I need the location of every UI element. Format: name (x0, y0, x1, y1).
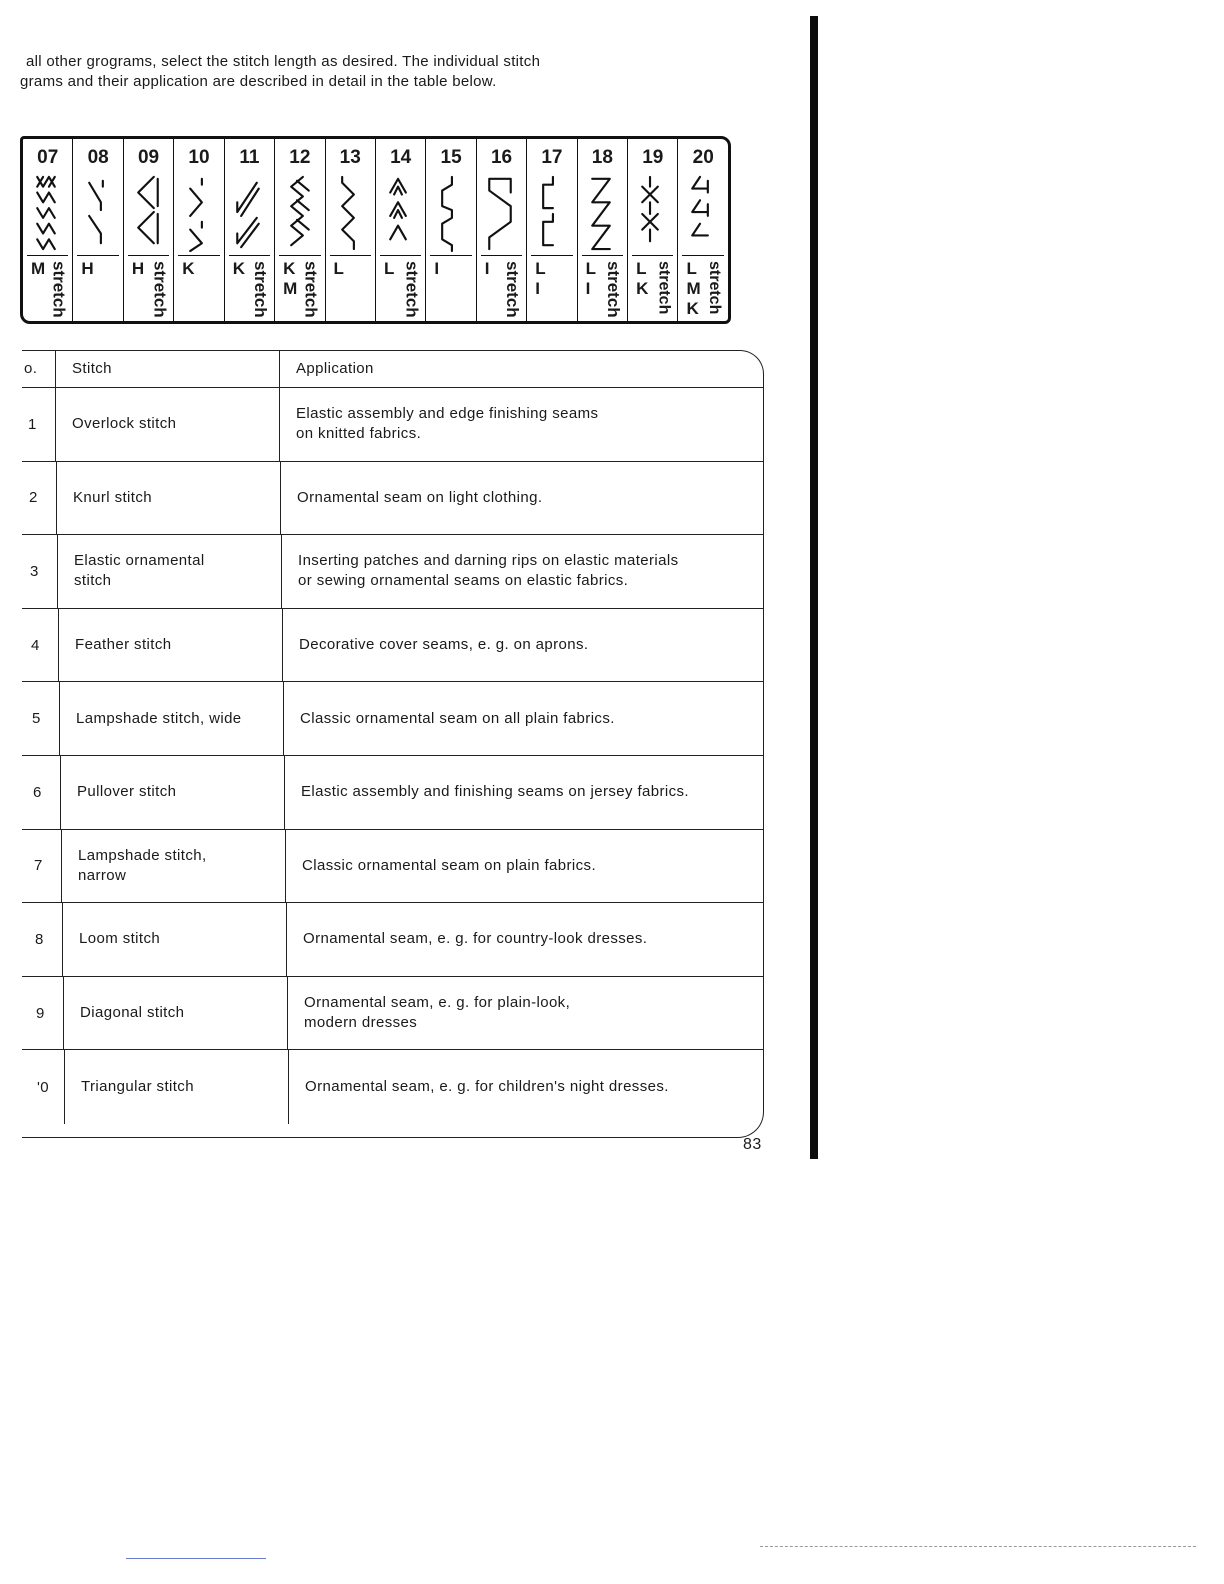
program-letter: K (686, 299, 699, 318)
program-stretch-label: stretch (150, 261, 170, 318)
program-letters (434, 259, 439, 279)
row-stitch (63, 977, 288, 1050)
table-row (22, 977, 764, 1051)
row-stitch-text: Lampshade stitch, narrow (78, 846, 207, 884)
stitch-table (22, 350, 764, 1138)
lamp-stitch-icon (434, 173, 464, 253)
program-letters (182, 259, 194, 279)
table-row (22, 1050, 764, 1124)
row-number-text: 9 (36, 1004, 45, 1022)
row-application (283, 609, 764, 682)
row-number (30, 977, 63, 1050)
program-number: 16 (490, 147, 513, 168)
program-letters (586, 259, 596, 299)
table-row (22, 682, 764, 756)
program-10 (173, 139, 223, 321)
program-17 (526, 139, 576, 321)
program-stretch-label: stretch (503, 261, 523, 318)
header-stitch: Stitch (55, 350, 280, 387)
lampwide-stitch-icon (485, 173, 515, 253)
zigzag-stitch-icon (334, 173, 364, 253)
row-number (29, 903, 62, 976)
program-number: 09 (137, 147, 160, 168)
program-letter: H (81, 259, 94, 278)
program-letter: L (636, 259, 647, 278)
program-divider (77, 255, 118, 256)
arrows-stitch-icon (384, 173, 414, 253)
row-application-text: Ornamental seam on light clothing. (297, 488, 543, 506)
row-number (25, 609, 58, 682)
program-letter: L (333, 259, 344, 278)
row-stitch (62, 903, 287, 976)
row-number-text: 3 (30, 562, 39, 580)
program-stretch-label: stretch (655, 261, 673, 315)
row-stitch (64, 1050, 289, 1124)
program-20 (677, 139, 727, 321)
program-number: 15 (440, 147, 462, 168)
program-divider (380, 255, 421, 256)
program-letters (535, 259, 545, 299)
table-row (22, 388, 764, 462)
row-stitch (60, 756, 285, 829)
row-application (284, 682, 764, 755)
row-number (28, 830, 61, 903)
header-application: Application (296, 359, 374, 377)
program-letters (384, 259, 394, 279)
program-letter: M (283, 279, 298, 298)
row-stitch-text: Diagonal stitch (80, 1004, 185, 1022)
program-letters (686, 259, 700, 319)
table-row (22, 535, 764, 609)
program-08 (72, 139, 122, 321)
row-number-text: '0 (37, 1078, 50, 1096)
row-application-text: Elastic assembly and finishing seams on jersey fabrics. (301, 783, 689, 801)
program-letter: L (383, 259, 395, 278)
program-number: 14 (390, 147, 412, 168)
program-divider (330, 255, 371, 256)
program-number: 07 (37, 147, 59, 168)
triangle-stitch-icon (686, 173, 716, 253)
row-stitch (56, 462, 281, 535)
row-number-text: 5 (32, 710, 41, 728)
row-stitch (55, 388, 280, 461)
footer-rule-right (760, 1546, 1196, 1547)
row-stitch-text: Knurl stitch (73, 488, 152, 506)
footer-rule-left (126, 1558, 266, 1559)
program-14 (375, 139, 425, 321)
program-stretch-label: stretch (251, 261, 271, 318)
table-header (22, 350, 764, 388)
bracket-stitch-icon (535, 173, 565, 253)
program-19 (627, 139, 677, 321)
row-application-text: Classic ornamental seam on all plain fabrics. (300, 709, 615, 727)
row-number (31, 1050, 64, 1124)
program-divider (128, 255, 169, 256)
program-letter: I (535, 279, 540, 298)
program-number: 19 (642, 147, 664, 168)
program-divider (582, 255, 623, 256)
program-letter: K (636, 279, 649, 298)
row-application (280, 388, 764, 461)
row-application (282, 535, 764, 608)
elastic-stitch-icon (132, 173, 162, 253)
program-letter: K (232, 259, 245, 278)
program-letters (132, 259, 144, 279)
row-application-text: Ornamental seam, e. g. for children's night dresses. (305, 1078, 669, 1096)
program-divider (178, 255, 219, 256)
program-stretch-label: stretch (705, 261, 723, 315)
row-number-text: 4 (31, 636, 40, 654)
knurl-stitch-icon (81, 173, 111, 253)
program-letters (334, 259, 344, 279)
program-divider (481, 255, 522, 256)
row-number (26, 682, 59, 755)
row-application (281, 462, 764, 535)
row-number-text: 2 (29, 489, 38, 507)
zbars-stitch-icon (586, 173, 616, 253)
program-divider (229, 255, 270, 256)
row-number (23, 462, 56, 535)
program-12 (274, 139, 324, 321)
row-application (285, 756, 764, 829)
program-07 (23, 139, 72, 321)
program-letter: L (585, 259, 597, 278)
program-stretch-label: stretch (604, 261, 624, 318)
program-stretch-label: stretch (301, 261, 321, 318)
row-number-text: 8 (35, 930, 44, 948)
program-letter: K (283, 259, 296, 278)
program-letter: I (434, 259, 440, 278)
program-11 (224, 139, 274, 321)
cross-stitch-icon (636, 173, 666, 253)
program-stretch-label: stretch (402, 261, 422, 318)
program-letter: H (131, 259, 145, 278)
row-application-text: Elastic assembly and edge finishing seams on knitted fabrics. (296, 405, 599, 443)
program-13 (325, 139, 375, 321)
row-stitch-text: Lampshade stitch, wide (76, 709, 242, 727)
zigcross-stitch-icon (283, 173, 313, 253)
program-letters (81, 259, 93, 279)
program-letters (636, 259, 648, 299)
table-row (22, 756, 764, 830)
row-stitch (58, 609, 283, 682)
program-number: 17 (541, 147, 563, 168)
row-number-text: 7 (34, 857, 43, 875)
program-15 (425, 139, 475, 321)
program-divider (279, 255, 320, 256)
row-stitch (57, 535, 282, 608)
row-number-text: 6 (33, 783, 42, 801)
program-divider (682, 255, 723, 256)
stitch-program-panel (20, 136, 731, 324)
feather-stitch-icon (182, 173, 212, 253)
program-divider (632, 255, 673, 256)
program-divider (531, 255, 572, 256)
program-letter: K (182, 259, 195, 278)
row-application (289, 1050, 764, 1124)
program-number: 08 (87, 147, 109, 168)
program-letter: M (686, 279, 701, 298)
page-edge-bar (810, 16, 818, 1159)
program-divider (27, 255, 68, 256)
row-application (287, 903, 764, 976)
intro-line-2: grams and their application are described in detail in the table below. (20, 73, 497, 90)
row-application-text: Classic ornamental seam on plain fabrics. (302, 856, 597, 874)
row-application-text: Inserting patches and darning rips on elastic materials or sewing ornamental seams on elastic fabrics. (298, 552, 679, 590)
page-number: 83 (743, 1136, 762, 1153)
intro-paragraph (20, 52, 660, 92)
row-number-text: 1 (28, 415, 37, 433)
program-number: 13 (339, 147, 361, 168)
program-letter: M (31, 259, 46, 278)
row-stitch (61, 830, 286, 903)
program-letters (31, 259, 45, 279)
program-number: 12 (289, 147, 311, 168)
slant-stitch-icon (233, 173, 263, 253)
row-number (22, 388, 55, 461)
program-letters (233, 259, 245, 279)
row-stitch-text: Overlock stitch (72, 415, 177, 433)
program-number: 20 (692, 147, 714, 168)
program-16 (476, 139, 526, 321)
program-letter: L (535, 259, 546, 278)
row-stitch (59, 682, 284, 755)
header-no: o. (24, 360, 38, 377)
program-divider (430, 255, 471, 256)
program-18 (577, 139, 627, 321)
row-stitch-text: Elastic ornamental stitch (74, 552, 205, 590)
program-letter: L (686, 259, 697, 278)
row-stitch-text: Loom stitch (79, 930, 161, 948)
row-number (24, 535, 57, 608)
program-number: 18 (591, 147, 613, 168)
program-stretch-label: stretch (49, 261, 69, 318)
row-application (286, 830, 764, 903)
program-letter: I (585, 279, 591, 298)
row-application-text: Decorative cover seams, e. g. on aprons. (299, 636, 589, 654)
program-number: 10 (188, 147, 210, 168)
table-row (22, 903, 764, 977)
row-application-text: Ornamental seam, e. g. for plain-look, modern dresses (304, 994, 571, 1032)
diamond-stitch-icon (31, 173, 61, 253)
table-row (22, 609, 764, 683)
table-row (22, 462, 764, 536)
program-number: 11 (239, 147, 260, 168)
row-stitch-text: Feather stitch (75, 636, 172, 654)
row-number (27, 756, 60, 829)
table-row (22, 830, 764, 904)
intro-line-1: all other grograms, select the stitch length as desired. The individual stitch (26, 53, 541, 70)
program-09 (123, 139, 173, 321)
program-letters (485, 259, 490, 279)
row-application-text: Ornamental seam, e. g. for country-look dresses. (303, 930, 648, 948)
row-stitch-text: Pullover stitch (77, 783, 177, 801)
row-stitch-text: Triangular stitch (81, 1078, 194, 1096)
row-application (288, 977, 764, 1050)
program-letters (283, 259, 297, 299)
program-letter: I (484, 259, 490, 278)
